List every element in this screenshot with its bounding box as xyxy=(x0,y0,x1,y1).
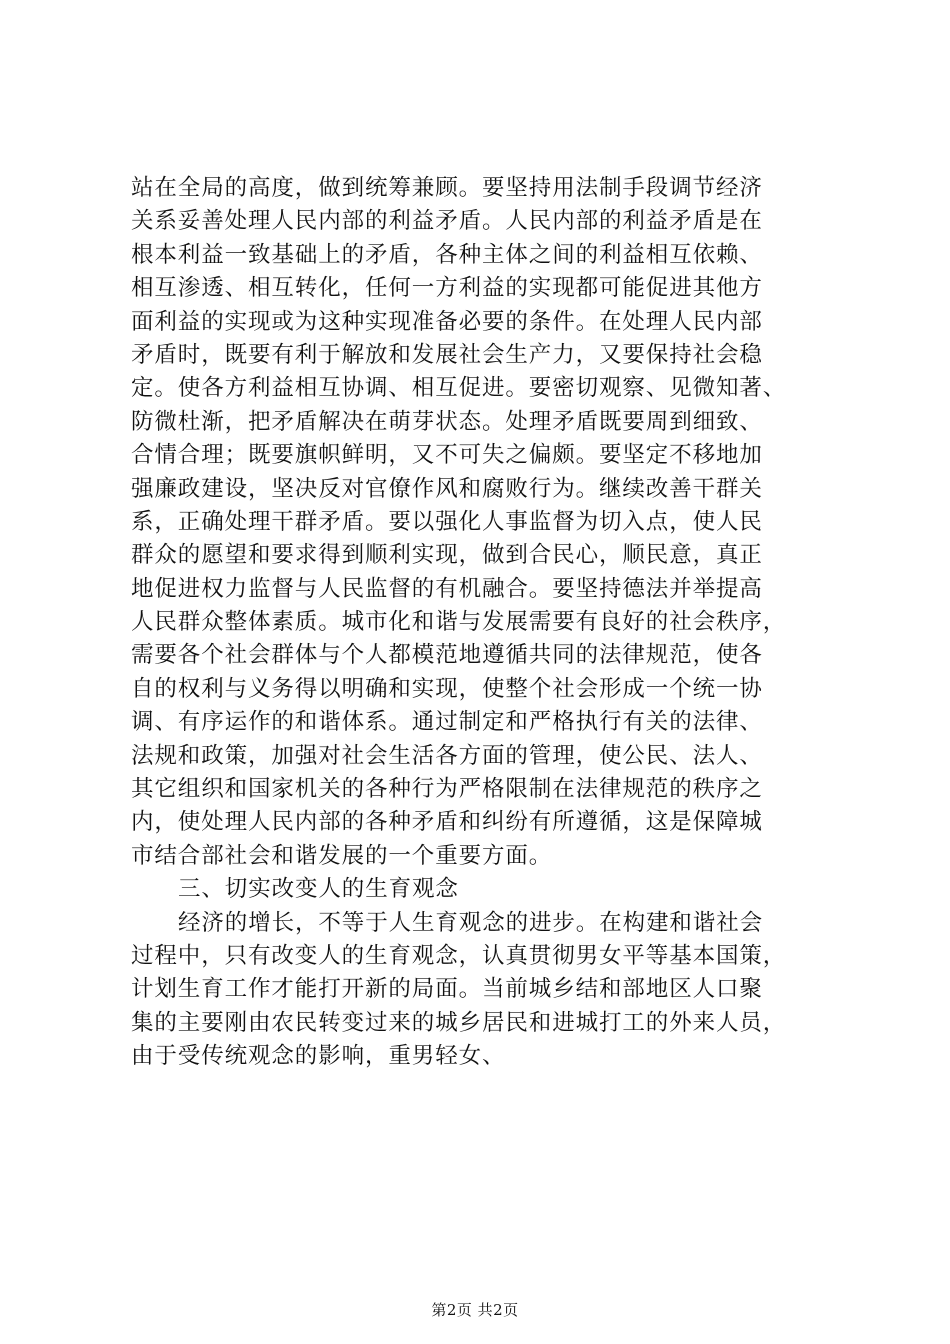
text-line: 自的权利与义务得以明确和实现，使整个社会形成一个统一协 xyxy=(131,675,763,702)
text-line: 计划生育工作才能打开新的局面。当前城乡结和部地区人口聚 xyxy=(131,976,763,1003)
text-line: 人民群众整体素质。城市化和谐与发展需要有良好的社会秩序， xyxy=(131,609,787,636)
text-line: 相互渗透、相互转化，任何一方利益的实现都可能促进其他方 xyxy=(131,275,763,302)
section-heading: 三、切实改变人的生育观念 xyxy=(178,876,459,903)
text-line: 过程中，只有改变人的生育观念，认真贯彻男女平等基本国策， xyxy=(131,942,787,969)
text-line: 系，正确处理干群矛盾。要以强化人事监督为切入点，使人民 xyxy=(131,508,763,535)
text-line: 法规和政策，加强对社会生活各方面的管理，使公民、法人、 xyxy=(131,742,763,769)
text-line: 关系妥善处理人民内部的利益矛盾。人民内部的利益矛盾是在 xyxy=(131,208,763,235)
text-line: 合情合理；既要旗帜鲜明，又不可失之偏颇。要坚定不移地加 xyxy=(131,442,763,469)
text-line: 调、有序运作的和谐体系。通过制定和严格执行有关的法律、 xyxy=(131,709,763,736)
text-line: 根本利益一致基础上的矛盾，各种主体之间的利益相互依赖、 xyxy=(131,241,763,268)
body-text xyxy=(131,172,831,1074)
text-line: 站在全局的高度，做到统筹兼顾。要坚持用法制手段调节经济 xyxy=(131,175,763,201)
text-line: 其它组织和国家机关的各种行为严格限制在法律规范的秩序之 xyxy=(131,776,763,803)
text-line: 群众的愿望和要求得到顺利实现，做到合民心，顺民意，真正 xyxy=(131,542,763,569)
paragraph-first-line: 经济的增长，不等于人生育观念的进步。在构建和谐社会 xyxy=(178,909,764,936)
text-line: 定。使各方利益相互协调、相互促进。要密切观察、见微知著、 xyxy=(131,375,787,402)
text-line: 防微杜渐，把矛盾解决在萌芽状态。处理矛盾既要周到细致、 xyxy=(131,408,763,435)
text-line: 需要各个社会群体与个人都模范地遵循共同的法律规范，使各 xyxy=(131,642,763,669)
text-line: 内，使处理人民内部的各种矛盾和纠纷有所遵循，这是保障城 xyxy=(131,809,763,836)
text-line: 集的主要刚由农民转变过来的城乡居民和进城打工的外来人员， xyxy=(131,1009,787,1036)
page-footer: 第2页 共2页 xyxy=(431,1301,519,1319)
text-line: 强廉政建设，坚决反对官僚作风和腐败行为。继续改善干群关 xyxy=(131,475,763,502)
text-line: 地促进权力监督与人民监督的有机融合。要坚持德法并举提高 xyxy=(131,575,763,602)
text-line: 面利益的实现或为这种实现准备必要的条件。在处理人民内部 xyxy=(131,308,763,335)
text-line: 由于受传统观念的影响，重男轻女、 xyxy=(131,1043,506,1070)
text-line: 矛盾时，既要有利于解放和发展社会生产力，又要保持社会稳 xyxy=(131,341,763,368)
text-line: 市结合部社会和谐发展的一个重要方面。 xyxy=(131,842,553,869)
